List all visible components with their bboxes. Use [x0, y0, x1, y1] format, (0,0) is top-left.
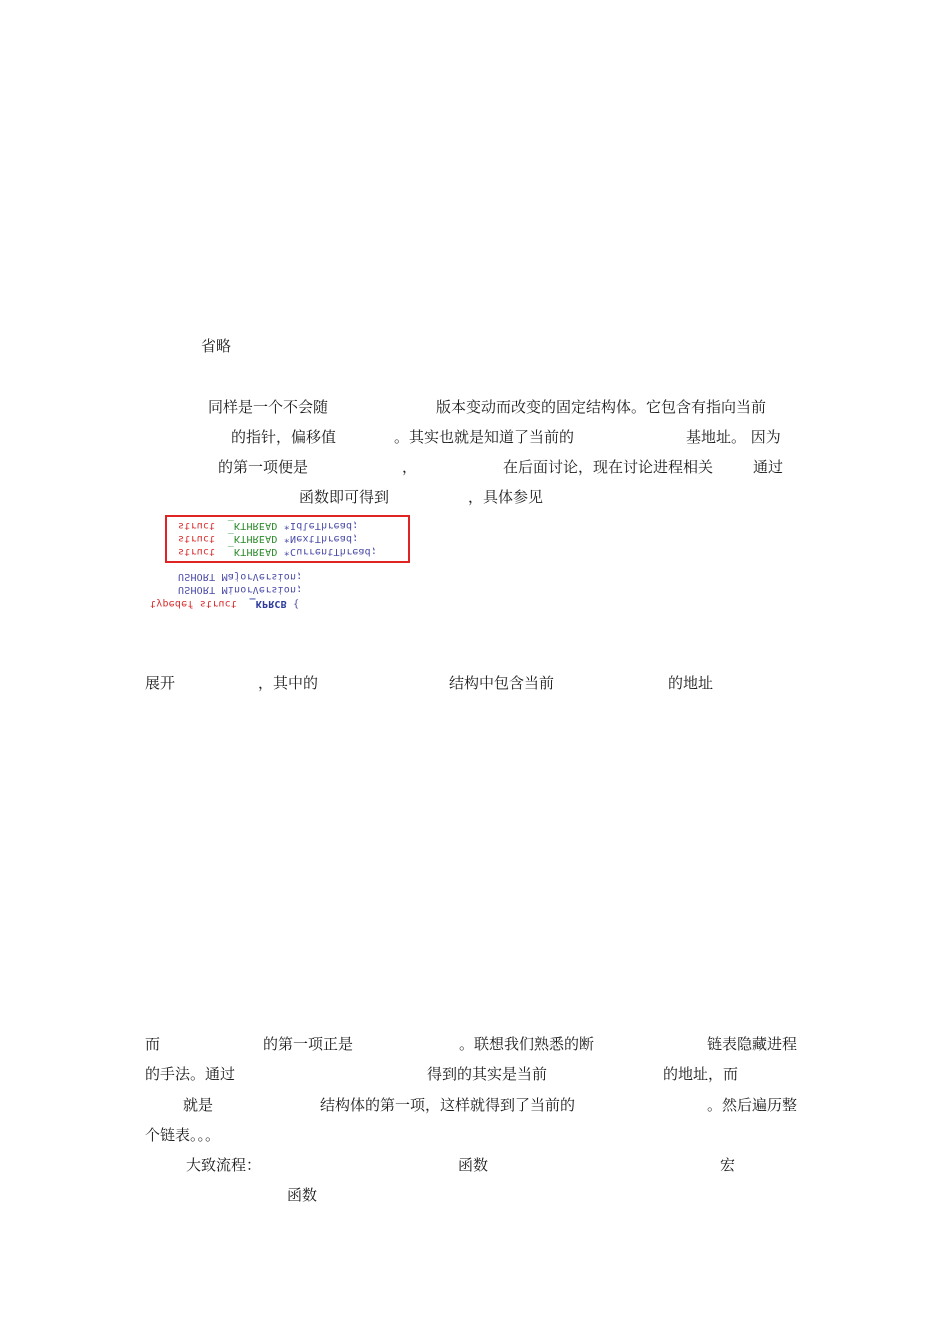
text-line: 大致流程： — [186, 1156, 262, 1174]
code-line-currentthread: struct _KTHREAD *CurrentThread; — [178, 546, 378, 557]
text-line: 版本变动而改变的固定结构体。它包含有指向当前 — [436, 398, 767, 416]
text-line: 结构体的第一项，这样就得到了当前的 — [320, 1096, 576, 1114]
text-line: 宏 — [720, 1156, 736, 1174]
text-line: 的指针，偏移值 — [231, 428, 337, 446]
text-line: 函数 — [287, 1186, 318, 1204]
text-line: 个链表。。。 — [145, 1126, 221, 1144]
code-line-nextthread: struct _KTHREAD *NextThread; — [178, 533, 359, 544]
text-line: 的第一项便是 — [218, 458, 309, 476]
text-line: 的手法。通过 — [145, 1065, 236, 1083]
text-line: 函数即可得到 — [299, 488, 390, 506]
code-line-minorversion: USHORT MinorVersion; — [178, 584, 303, 595]
text-line: ， — [402, 458, 418, 476]
text-line: 。其实也就是知道了当前的 — [394, 428, 575, 446]
text-line: 就是 — [183, 1096, 214, 1114]
text-line: 展开 — [145, 674, 176, 692]
text-line: 基地址。 因为 — [686, 428, 781, 446]
text-line: 的第一项正是 — [263, 1035, 354, 1053]
text-line: ，其中的 — [258, 674, 319, 692]
text-line: 。然后遍历整 — [707, 1096, 798, 1114]
text-line: 而 — [145, 1035, 161, 1053]
code-line-majorversion: USHORT MajorVersion; — [178, 571, 303, 582]
code-figure-kprcb — [146, 513, 416, 613]
text-line: 函数 — [458, 1156, 489, 1174]
text-omitted: 省略 — [201, 337, 232, 355]
text-line: 结构中包含当前 — [449, 674, 555, 692]
text-line: 的地址，而 — [663, 1065, 739, 1083]
text-line: 。联想我们熟悉的断 — [459, 1035, 595, 1053]
text-line: 得到的其实是当前 — [427, 1065, 548, 1083]
text-line: 在后面讨论，现在讨论进程相关 — [503, 458, 714, 476]
code-line-typedef: typedef struct _KPRCB { — [150, 598, 300, 609]
text-line: 通过 — [753, 458, 784, 476]
text-line: 链表隐藏进程 — [707, 1035, 798, 1053]
text-line: ，具体参见 — [468, 488, 544, 506]
text-line: 的地址 — [668, 674, 714, 692]
text-line: 同样是一个不会随 — [208, 398, 329, 416]
code-line-idlethread: struct _KTHREAD *IdleThread; — [178, 520, 359, 531]
